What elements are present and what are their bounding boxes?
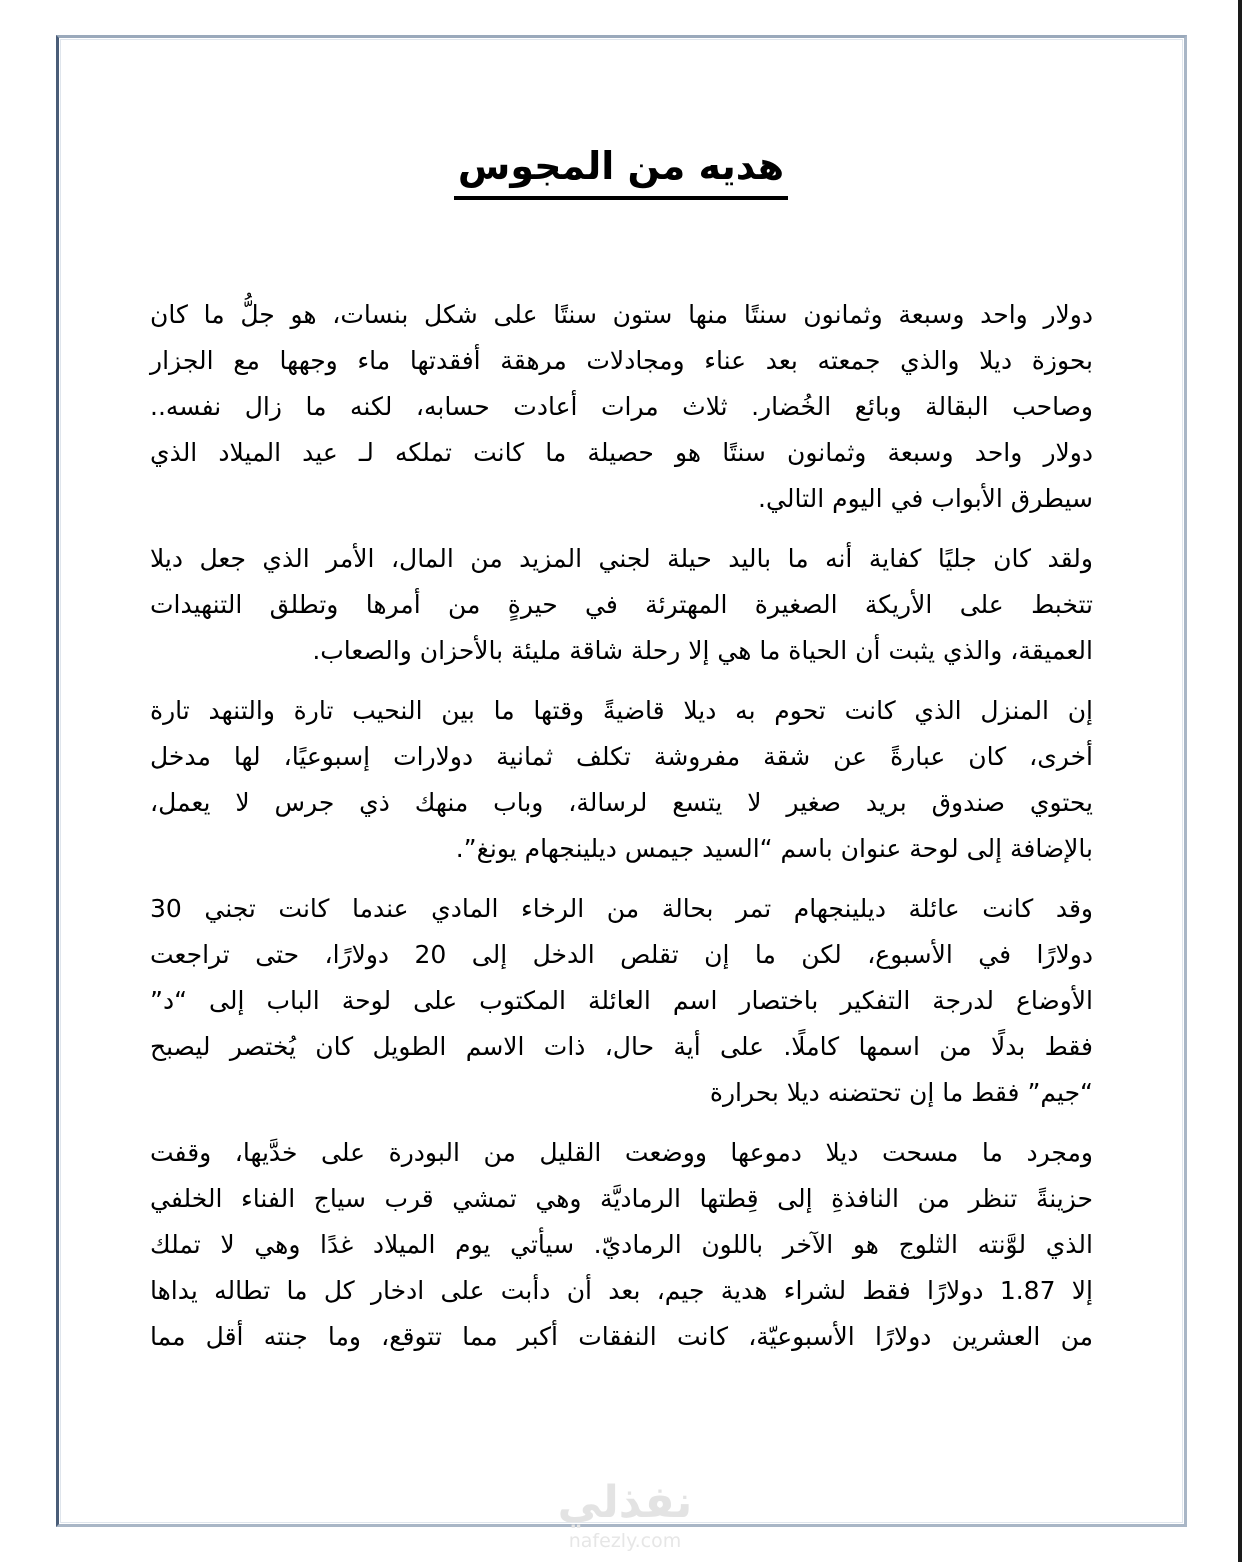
paragraph-3 (150, 688, 1093, 872)
text-line: سيطرق الأبواب في اليوم التالي. (758, 484, 1093, 513)
text-line: بحوزة ديلا والذي جمعته بعد عناء ومجادلات مرهقة أفقدتها ماء وجهها مع الجزار (150, 346, 1093, 375)
text-line: دولار واحد وسبعة وثمانون سنتًا منها ستون سنتًا على شكل بنسات، هو جلُّ ما كان (150, 300, 1093, 329)
text-line: “جيم” فقط ما إن تحتضنه ديلا بحرارة (709, 1078, 1093, 1107)
paragraph-2 (150, 536, 1093, 674)
text-line: تتخبط على الأريكة الصغيرة المهترئة في حيرةٍ من أمرها وتطلق التنهيدات (150, 590, 1093, 619)
paragraph-1 (150, 292, 1093, 522)
text-line: أخرى، كان عبارةً عن شقة مفروشة تكلف ثمانية دولارات إسبوعيًا، لها مدخل (150, 742, 1093, 771)
text-line: ولقد كان جليًا كفاية أنه ما باليد حيلة لجني المزيد من المال، الأمر الذي جعل ديلا (150, 544, 1093, 573)
text-line: حزينةً تنظر من النافذةِ إلى قِطتها الرماديَّة وهي تمشي قرب سياج الفناء الخلفي (150, 1184, 1093, 1213)
document-title (0, 138, 1242, 200)
watermark-arabic: نفذلي (557, 1477, 693, 1528)
text-line: إن المنزل الذي كانت تحوم به ديلا قاضيةً وقتها ما بين النحيب تارة والتنهد تارة (150, 696, 1093, 725)
document-title-text: هديه من المجوس (454, 138, 788, 200)
text-line: إلا 1.87 دولارًا فقط لشراء هدية جيم، بعد أن دأبت على ادخار كل ما تطاله يداها (150, 1276, 1093, 1305)
text-line: بالإضافة إلى لوحة عنوان باسم “السيد جيمس ديلينجهام يونغ”. (455, 834, 1093, 863)
text-line: الذي لوَّنته الثلوج هو الآخر باللون الرماديّ. سيأتي يوم الميلاد غدًا وهي لا تملك (150, 1230, 1093, 1259)
text-line: ومجرد ما مسحت ديلا دموعها ووضعت القليل من البودرة على خدَّيها، وقفت (150, 1138, 1093, 1167)
text-line: وقد كانت عائلة ديلينجهام تمر بحالة من الرخاء المادي عندما كانت تجني 30 (150, 894, 1093, 923)
document-body (150, 292, 1093, 1374)
paragraph-4 (150, 886, 1093, 1116)
text-line: فقط بدلًا من اسمها كاملًا. على أية حال، ذات الاسم الطويل كان يُختصر ليصبح (150, 1032, 1093, 1061)
text-line: دولار واحد وسبعة وثمانون سنتًا هو حصيلة ما كانت تملكه لـ عيد الميلاد الذي (150, 438, 1093, 467)
text-line: دولارًا في الأسبوع، لكن ما إن تقلص الدخل إلى 20 دولارًا، حتى تراجعت (150, 940, 1093, 969)
paragraph-5 (150, 1130, 1093, 1360)
screen-edge-strip (1238, 0, 1242, 1562)
watermark-url: nafezly.com (568, 1530, 682, 1552)
text-line: العميقة، والذي يثبت أن الحياة ما هي إلا رحلة شاقة مليئة بالأحزان والصعاب. (312, 636, 1093, 665)
text-line: من العشرين دولارًا الأسبوعيّة، كانت النفقات أكبر مما تتوقع، وما جنته أقل مما (150, 1322, 1093, 1351)
text-line: يحتوي صندوق بريد صغير لا يتسع لرسالة، وباب منهك ذي جرس لا يعمل، (150, 788, 1093, 817)
text-line: الأوضاع لدرجة التفكير باختصار اسم العائلة المكتوب على لوحة الباب إلى “د” (150, 986, 1093, 1015)
text-line: وصاحب البقالة وبائع الخُضار. ثلاث مرات أعادت حسابه، لكنه ما زال نفسه.. (150, 392, 1093, 421)
